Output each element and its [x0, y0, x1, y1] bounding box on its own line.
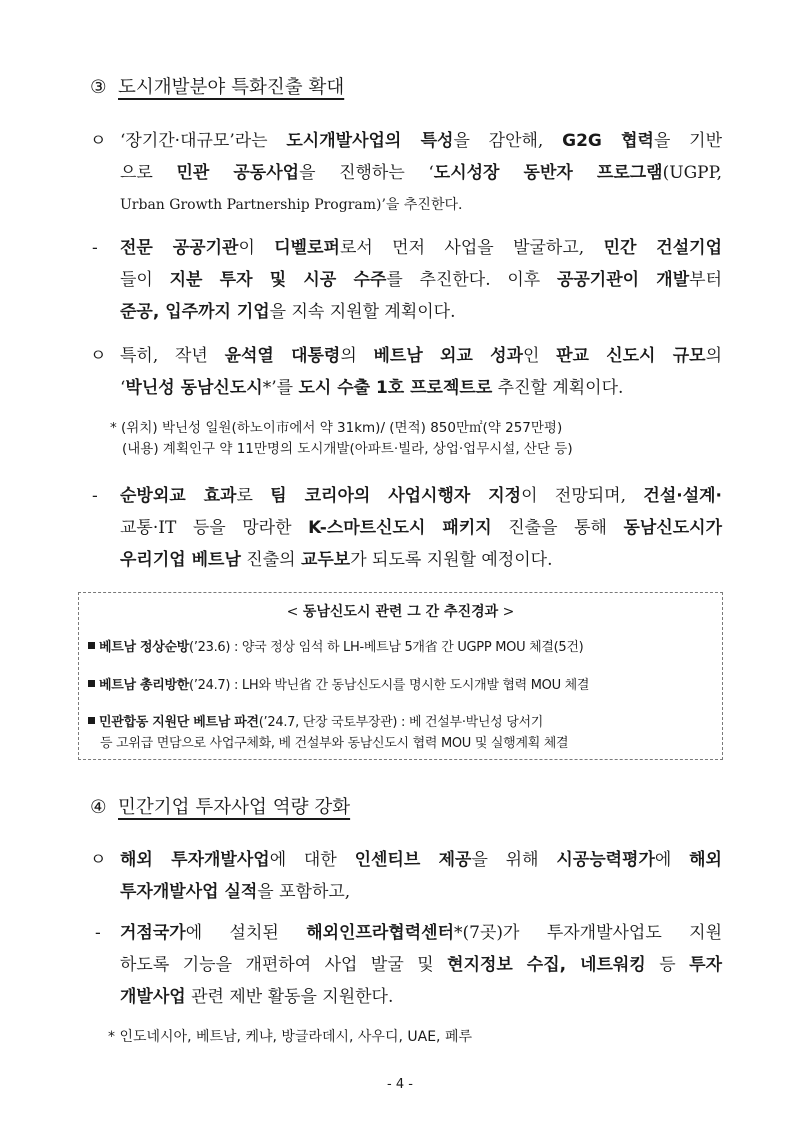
- text-line: 거점국가에 설치된 해외인프라협력센터*(7곳)가 투자개발사업도 지원: [120, 923, 723, 943]
- section-4-heading: [90, 795, 350, 821]
- text-line: Urban Growth Partnership Program)’을 추진한다.: [120, 197, 463, 213]
- text-line: 들이 지분 투자 및 시공 수주를 추진한다. 이후 공공기관이 개발부터: [120, 270, 722, 290]
- box-title: < 동남신도시 관련 그 간 추진경과 >: [286, 604, 515, 620]
- text-line: 개발사업 관련 제반 활동을 지원한다.: [120, 987, 394, 1007]
- text-line: 전문 공공기관이 디벨로퍼로서 먼저 사업을 발굴하고, 민간 건설기업: [120, 238, 722, 258]
- footnote-countries: * 인도네시아, 베트남, 케냐, 방글라데시, 사우디, UAE, 페루: [108, 1029, 473, 1045]
- bullet-dash: -: [92, 486, 98, 506]
- footnote-content: (내용) 계획인구 약 11만명의 도시개발(아파트·빌라, 상업·업무시설, 산단 등): [122, 441, 573, 457]
- box-item: 베트남 총리방한(’24.7) : LH와 박닌省 간 동남신도시를 명시한 도시개발 협력 MOU 체결: [88, 675, 589, 697]
- bullet-dash: -: [92, 238, 98, 258]
- bullet-circle: ㅇ: [90, 850, 107, 870]
- bullet-circle: ㅇ: [90, 131, 107, 151]
- text-line: 우리기업 베트남 진출의 교두보가 되도록 지원할 예정이다.: [120, 550, 553, 570]
- text-line: 특히, 작년 윤석열 대통령의 베트남 외교 성과인 판교 신도시 규모의: [120, 346, 722, 366]
- section-number: ④: [90, 797, 107, 818]
- section-title: 도시개발분야 특화진출 확대: [118, 77, 345, 98]
- text-line: 투자개발사업 실적을 포함하고,: [120, 882, 351, 902]
- section-number: ③: [90, 77, 107, 98]
- text-line: 준공, 입주까지 기업을 지속 지원할 계획이다.: [120, 302, 456, 322]
- progress-box: [78, 592, 723, 760]
- text-line: ‘장기간·대규모’라는 도시개발사업의 특성을 감안해, G2G 협력을 기반: [120, 131, 723, 151]
- page-number: - 4 -: [387, 1077, 413, 1092]
- box-item: 베트남 정상순방(’23.6) : 양국 정상 임석 하 LH-베트남 5개省 간 UGPP MOU 체결(5건): [88, 637, 583, 659]
- text-line: 으로 민관 공동사업을 진행하는 ‘도시성장 동반자 프로그램(UGPP,: [120, 163, 722, 183]
- footnote-location: * (위치) 박닌성 일원(하노이市에서 약 31km)/ (면적) 850만㎡(약 257만평): [110, 420, 563, 436]
- box-item: 민관합동 지원단 베트남 파견(’24.7, 단장 국토부장관) : 베 건설부·박닌성 당서기: [88, 712, 543, 734]
- bullet-dash: -: [95, 923, 101, 943]
- text-line: ‘박닌성 동남신도시*’를 도시 수출 1호 프로젝트로 추진할 계획이다.: [120, 378, 624, 398]
- text-line: 순방외교 효과로 팀 코리아의 사업시행자 지정이 전망되며, 건설·설계·: [120, 486, 723, 506]
- square-bullet-icon: [88, 680, 95, 687]
- section-3-heading: [90, 75, 344, 101]
- section-title: 민간기업 투자사업 역량 강화: [118, 797, 351, 818]
- square-bullet-icon: [88, 717, 95, 724]
- square-bullet-icon: [88, 642, 95, 649]
- text-line: 하도록 기능을 개편하여 사업 발굴 및 현지정보 수집, 네트워킹 등 투자: [120, 955, 722, 975]
- bullet-circle: ㅇ: [90, 346, 107, 366]
- text-line: 해외 투자개발사업에 대한 인센티브 제공을 위해 시공능력평가에 해외: [120, 850, 722, 870]
- box-item-continuation: 등 고위급 면담으로 사업구체화, 베 건설부와 동남신도시 협력 MOU 및 실행계획 체결: [100, 736, 569, 751]
- text-line: 교통·IT 등을 망라한 K-스마트신도시 패키지 진출을 통해 동남신도시가: [120, 518, 723, 538]
